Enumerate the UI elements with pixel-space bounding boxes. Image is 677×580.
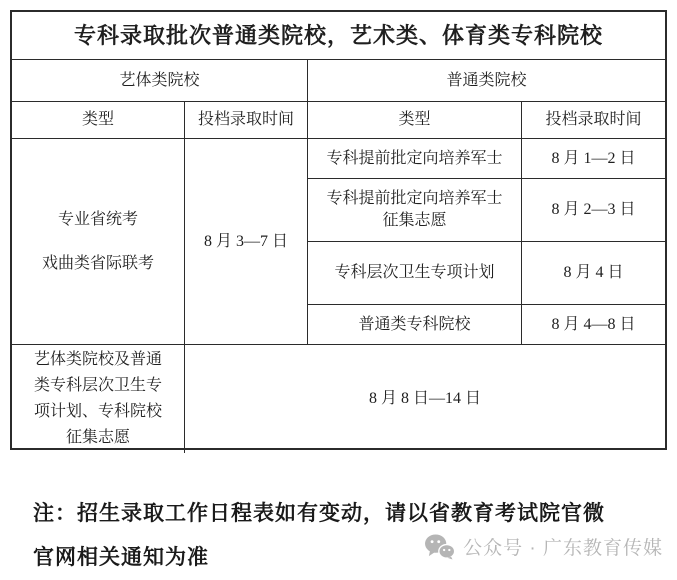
table-row-type: 普通类专科院校	[308, 305, 522, 345]
left-group-type-line2: 戏曲类省际联考	[41, 254, 154, 272]
table-row-type-text: 专科提前批定向培养军士征集志愿	[326, 190, 503, 229]
table-row-type	[308, 179, 522, 242]
table-row-time: 8 月 4—8 日	[522, 305, 665, 345]
table-row-type: 专科提前批定向培养军士	[308, 139, 522, 179]
left-group-time-cell: 8 月 3—7 日	[185, 139, 308, 345]
table-row-time: 8 月 4 日	[522, 242, 665, 305]
wechat-icon	[424, 533, 455, 560]
bottom-row-time-cell: 8 月 8 日—14 日	[368, 390, 481, 408]
footer-note-line2: 官网相关通知为准	[33, 546, 209, 569]
col-header-type-left: 类型	[12, 102, 185, 139]
admission-schedule-table	[10, 10, 667, 450]
table-row-type: 专科层次卫生专项计划	[308, 242, 522, 305]
bottom-row-type-cell	[12, 345, 185, 453]
col-header-time-left: 投档录取时间	[185, 102, 308, 139]
section-header-art-sports: 艺体类院校	[12, 60, 308, 102]
watermark-label: 公众号 · 广东教育传媒	[463, 538, 663, 559]
footer-note-line1: 注：招生录取工作日程表如有变动，请以省教育考试院官微	[33, 502, 605, 525]
table-title: 专科录取批次普通类院校，艺术类、体育类专科院校	[12, 12, 665, 60]
table-row-time: 8 月 2—3 日	[522, 179, 665, 242]
left-group-type-line1: 专业省统考	[57, 210, 138, 228]
left-group-type-cell	[12, 139, 185, 345]
section-header-general: 普通类院校	[308, 60, 665, 102]
bottom-row-type-text: 艺体类院校及普通类专科层次卫生专项计划、专科院校征集志愿	[33, 351, 162, 446]
col-header-time-right: 投档录取时间	[522, 102, 665, 139]
table-row-time: 8 月 1—2 日	[522, 139, 665, 179]
col-header-type-right: 类型	[308, 102, 522, 139]
publisher-watermark	[424, 533, 663, 560]
